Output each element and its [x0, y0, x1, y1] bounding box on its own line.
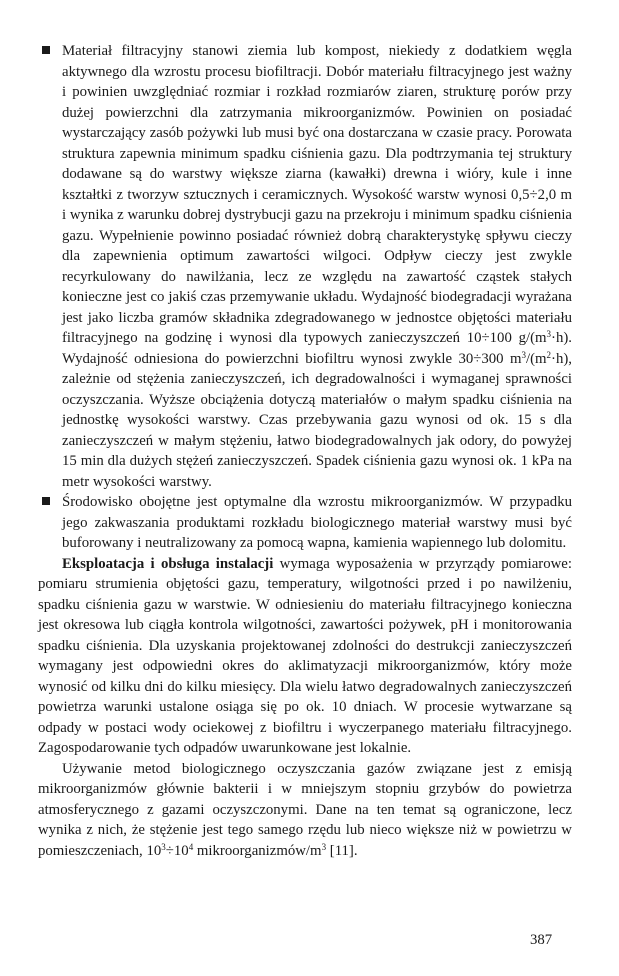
bullet-square-icon — [42, 497, 50, 505]
bullet-square-icon — [42, 46, 50, 54]
bullet-filter-material — [38, 41, 572, 492]
paragraph-operation-heading: Eksploatacja i obsługa instalacji — [62, 555, 274, 572]
body-text — [38, 41, 572, 861]
page-number: 387 — [530, 932, 553, 948]
paragraph-emission: Używanie metod biologicznego oczyszczania gazów związane jest z emisją mikroorganizmów głównie bakterii i w mniejszym stopniu grzybów do powietrza atmosferycznego z gazami oczyszczonymi. Dane na ten temat są ograniczone, lecz wynika z nich, że stężenie jest tego samego rzędu lub nieco większe niż w powietrzu w pomieszczeniach, $10^3\div 10^4$ mikroorganizmów/$m^3$ [11]. — [38, 760, 572, 859]
bullet-neutral-environment — [38, 492, 572, 554]
paragraph-operation: Eksploatacja i obsługa instalacji wymaga wyposażenia w przyrządy pomiarowe: pomiaru strumienia objętości gazu, temperatury, wilgotności przed i po nawilżeniu, spadku ciśnienia gazu w warstwie. W odniesieniu do materiału filtracyjnego konieczna jest okresowa lub ciągła kontrola wilgotności, zawartości pożywek, pH i monitorowania spadku ciśnienia. Dla uzyskania projektowanej zdolności do destrukcji zanieczyszczeń wymagany jest odpowiedni okres do aklimatyzacji mikroorganizmów, który może wynosić od kilku dni do kilku miesięcy. Dla wielu łatwo degradowalnych zanieczyszczeń powietrza warunki ustalone osiąga się po ok. 10 dniach. W procesie wytwarzane są odpady w postaci wody ociekowej z biofiltru i wyczerpanego materiału filtracyjnego. Zagospodarowanie tych odpadów uwarunkowane jest lokalnie. — [38, 555, 572, 756]
bullet-neutral-environment-text: Środowisko obojętne jest optymalne dla wzrostu mikroorganizmów. W przypadku jego zakwaszania produktami rozkładu biologicznego materiał warstwy musi być buforowany i neutralizowany za pomocą wapna, kamienia wapiennego lub dolomitu. — [62, 494, 572, 551]
bullet-filter-material-text: Materiał filtracyjny stanowi ziemia lub kompost, niekiedy z dodatkiem węgla aktywnego dla wzrostu procesu biofiltracji. Dobór materiału filtracyjnego jest ważny i powinien uwzględniać rozmiar i rozkład rozmiarów ziaren, strukturę porów przy dużej powierzchni dla zatrzymania mikroorganizmów. Powinien on posiadać wystarczający zasób pożywki lub musi być ona dostarczana w czasie pracy. Porowata struktura zapewnia minimum spadku ciśnienia gazu. Dla podtrzymania tej struktury dodawane są do warstwy większe ziarna (kawałki) drewna i wióry, kule i inne kształtki z tworzyw sztucznych i ceramicznych. Wysokość warstw wynosi 0,5÷2,0 m i wynika z warunku dobrej dystrybucji gazu na przekroju i minimum spadku ciśnienia gazu. Wypełnienie powinno posiadać również dobrą charakterystykę spływu cieczy dla zapewnienia optimum zawartości wilgoci. Odpływ cieczy jest zwykle recyrkulowany do nawilżania, lecz ze względu na zawartość cząstek stałych konieczne jest co jakiś czas przemywanie układu. Wydajność biodegradacji wyrażana jest jako liczba gramów składnika zdegradowanego w jednostce objętości materiału filtracyjnego na godzinę i wynosi dla typowych zanieczyszczeń 10÷100 $g/(m^3\cdot h)$. Wydajność odniesiona do powierzchni biofiltru wynosi zwykle 30÷300 $m^3/(m^2\cdot h)$, zależnie od stężenia zanieczyszczeń, ich degradowalności i wymaganej sprawności oczyszczania. Wyższe obciążenia dotyczą materiałów o małym spadku ciśnienia na jednostkę wysokości warstwy. Czas przebywania gazu wynosi od ok. 15 s dla zanieczyszczeń w małym stężeniu, łatwo biodegradowalnych jak odory, do powyżej 15 min dla dużych stężeń zanieczyszczeń. Spadek ciśnienia gazu wynosi ok. 1 kPa na metr wysokości warstwy. — [62, 43, 572, 490]
